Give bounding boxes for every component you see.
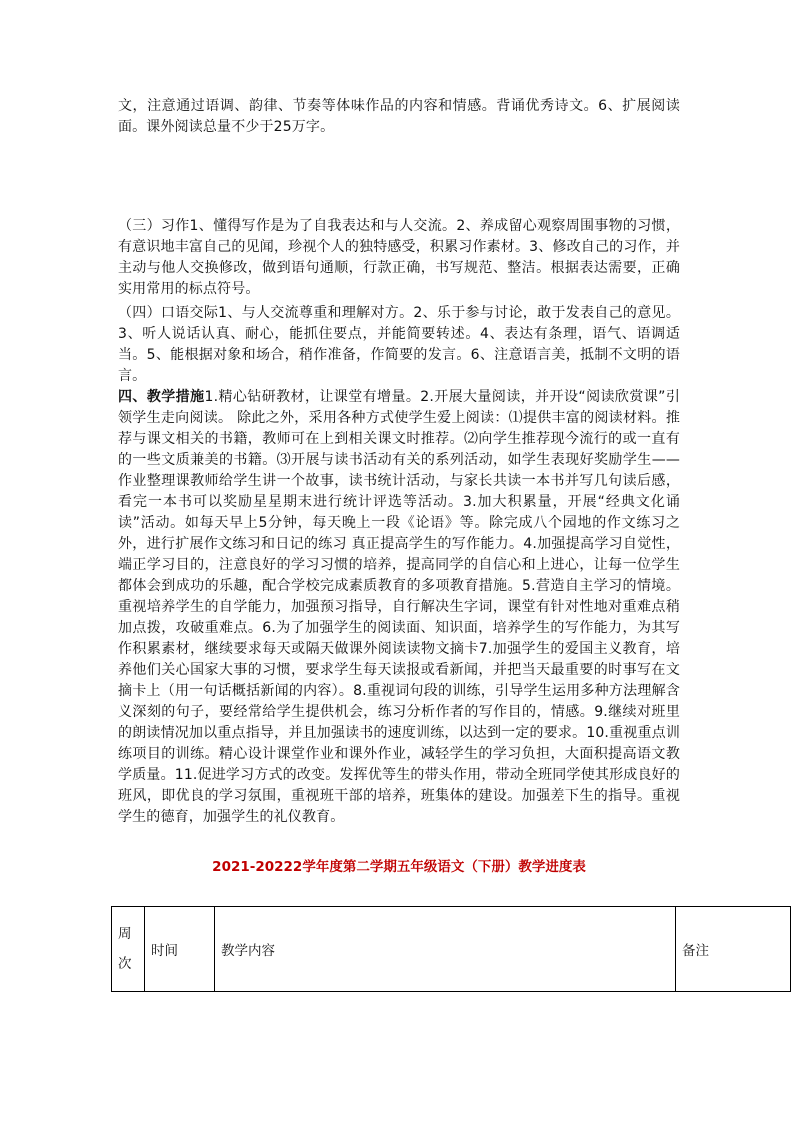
header-time: 时间: [145, 907, 215, 992]
paragraph-writing-goals: （三）习作1、懂得写作是为了自我表达和与人交流。2、养成留心观察周围事物的习惯，有意识地丰富自己的见闻，珍视个人的独特感受，积累习作素材。3、修改自己的习作，并主动与他人交换修改，做到语句通顺，行款正确，书写规范、整洁。根据表达需要，正确实用常用的标点符号。: [118, 218, 680, 297]
header-note: 备注: [676, 907, 791, 992]
paragraph-oral-communication-goals: （四）口语交际1、与人交流尊重和理解对方。2、乐于参与讨论，敢于发表自己的意见。3、听人说话认真、耐心，能抓住要点，并能简要转述。4、表达有条理，语气、语调适当。5、能根据对象和场合，稍作准备，作简要的发言。6、注意语言美，抵制不文明的语言。: [118, 305, 680, 384]
paragraph-reading-continuation: 文，注意通过语调、韵律、节奏等体味作品的内容和情感。背诵优秀诗文。6、扩展阅读面。课外阅读总量不少于25万字。: [118, 98, 680, 135]
paragraph-teaching-measures: [118, 387, 680, 828]
teaching-measures-body: 1.精心钻研教材，让课堂有增量。2.开展大量阅读，并开设“阅读欣赏课”引领学生走向阅读。 除此之外，采用各种方式使学生爱上阅读：⑴提供丰富的阅读材料。推荐与课文相关的书籍，教师可在上到相关课文时推荐。⑵向学生推荐现今流行的或一直有的一些文质兼美的书籍。⑶开展与读书活动有关的系列活动，如学生表现好奖励学生——作业整理课教师给学生讲一个故事，读书统计活动，与家长共读一本书并写几句读后感，看完一本书可以奖励星星期末进行统计评选等活动。3.加大积累量，开展“经典文化诵读”活动。如每天早上5分钟，每天晚上一段《论语》等。除完成八个园地的作文练习之外，进行扩展作文练习和日记的练习 真正提高学生的写作能力。4.加强提高学习自觉性，端正学习目的，注意良好的学习习惯的培养，提高同学的自信心和上进心，让每一位学生都体会到成功的乐趣，配合学校完成素质教育的多项教育措施。5.营造自主学习的情境。重视培养学生的自学能力，加强预习指导，自行解决生字词，课堂有针对性地对重难点稍加点拨，攻破重难点。6.为了加强学生的阅读面、知识面，培养学生的写作能力，为其写作积累素材，继续要求每天或隔天做课外阅读读物文摘卡7.加强学生的爱国主义教育，培养他们关心国家大事的习惯，要求学生每天读报或看新闻，并把当天最重要的时事写在文摘卡上（用一句话概括新闻的内容）。8.重视词句段的训练，引导学生运用多种方法理解含义深刻的句子，要经常给学生提供机会，练习分析作者的写作目的，情感。9.继续对班里的朗读情况加以重点指导，并且加强读书的速度训练，以达到一定的要求。10.重视重点训练项目的训练。精心设计课堂作业和课外作业，减轻学生的学习负担，大面积提高语文教学质量。11.促进学习方式的改变。发挥优等生的带头作用，带动全班同学使其形成良好的班风，即优良的学习氛围，重视班干部的培养，班集体的建设。加强差下生的指导。重视学生的德育，加强学生的礼仪教育。: [118, 389, 680, 825]
teaching-measures-heading: 四、教学措施: [118, 389, 205, 405]
schedule-table: [111, 906, 791, 992]
schedule-header-row: [112, 907, 791, 992]
header-week: 周次: [112, 907, 145, 992]
schedule-title: 2021-20222学年度第二学期五年级语文（下册）教学进度表: [212, 859, 586, 875]
header-content: 教学内容: [215, 907, 676, 992]
